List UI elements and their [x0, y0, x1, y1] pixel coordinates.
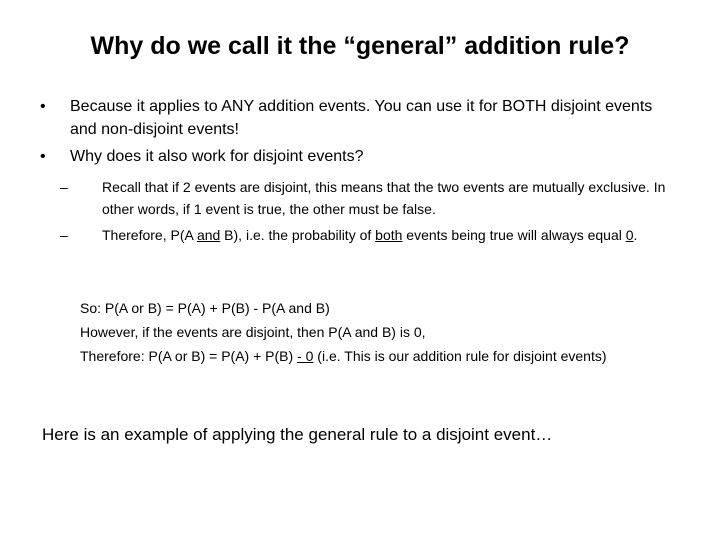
slide-title: Why do we call it the “general” addition rule?	[90, 32, 630, 60]
bullet-marker: •	[40, 148, 46, 165]
bullet-text: Why does it also work for disjoint events?	[70, 148, 364, 165]
text-run: Therefore, P(A	[102, 227, 197, 243]
underlined-text: and	[196, 227, 221, 243]
text-run: (i.e. This is our addition rule for disjoint events)	[313, 348, 607, 364]
underlined-text: both	[375, 227, 403, 243]
underlined-text: 0	[625, 227, 634, 243]
formula-line: So: P(A or B) = P(A) + P(B) - P(A and B)	[80, 300, 330, 316]
bullet-item	[40, 145, 680, 168]
dash-marker: –	[60, 179, 68, 195]
text-run: B), i.e. the probability of	[220, 227, 376, 243]
formula-line: However, if the events are disjoint, then P(A and B) is 0,	[80, 324, 426, 340]
bullet-list	[40, 95, 680, 250]
bullet-marker: •	[40, 98, 46, 115]
bullet-text: Because it applies to ANY addition events. You can use it for BOTH disjoint events and non-disjoint events!	[70, 98, 653, 138]
underlined-text: - 0	[297, 348, 314, 364]
sub-bullet-text	[102, 227, 637, 243]
text-run: Therefore: P(A or B) = P(A) + P(B)	[80, 348, 298, 364]
sub-bullet-item	[60, 176, 680, 220]
text-run: .	[633, 227, 638, 243]
sub-bullet-text: Recall that if 2 events are disjoint, this means that the two events are mutually exclusive. In other words, if 1 event is true, the other must be false.	[102, 179, 666, 217]
sub-bullet-item	[60, 224, 680, 246]
dash-marker: –	[60, 227, 68, 243]
sub-bullet-list	[40, 176, 680, 246]
bullet-item	[40, 95, 680, 141]
closing-text: Here is an example of applying the general rule to a disjoint event…	[42, 425, 553, 444]
text-run: events being true will always equal	[402, 227, 626, 243]
formula-line	[80, 344, 680, 368]
formula-block	[80, 296, 680, 368]
